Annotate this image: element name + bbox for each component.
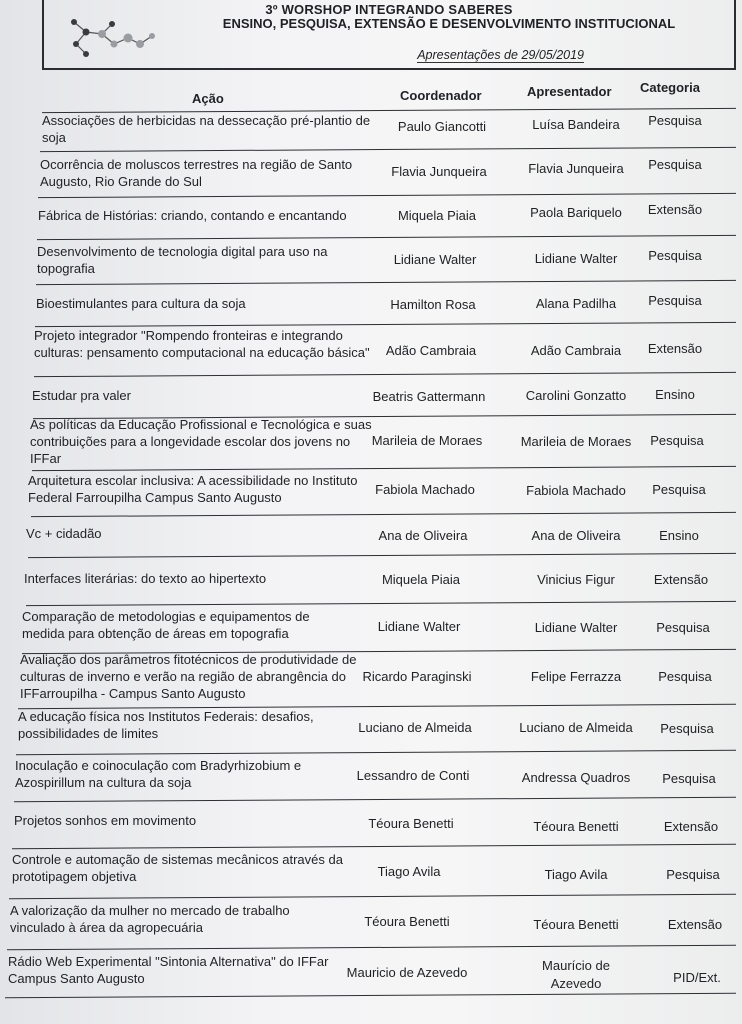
row-acao: Estudar pra valer: [32, 388, 131, 403]
row-acao: Controle e automação de sistemas mecânicos através da prototipagem objetiva: [12, 852, 343, 884]
row-coordenador: Lessandro de Conti: [356, 768, 470, 783]
row-categoria: Pesquisa: [650, 433, 704, 448]
row-coordenador: Ricardo Paraginski: [362, 669, 472, 684]
row-divider: [16, 750, 736, 755]
row-acao: Inoculação e coinoculação com Bradyrhizobium e Azospirillum na cultura da soja: [15, 758, 302, 790]
presentation-date: Apresentações de 29/05/2019: [417, 48, 584, 62]
row-categoria: Pesquisa: [648, 293, 702, 308]
row-apresentador: Andressa Quadros: [521, 770, 631, 785]
row-categoria: Extensão: [647, 341, 703, 356]
row-apresentador: Felipe Ferrazza: [530, 669, 622, 684]
row-divider: [26, 601, 736, 606]
row-divider: [38, 193, 736, 198]
row-categoria: Pesquisa: [648, 248, 702, 263]
row-apresentador: Carolini Gonzatto: [525, 388, 627, 403]
row-apresentador: Maurício de Azevedo: [542, 958, 610, 991]
row-acao: Comparação de metodologias e equipamentos de medida para obtenção de áreas em topografia: [22, 609, 310, 641]
row-acao: Arquitetura escolar inclusiva: A acessibilidade no Instituto Federal Farroupilha Campus Santo Augusto: [28, 473, 358, 505]
row-divider: [7, 945, 736, 950]
row-coordenador: Paulo Giancotti: [397, 119, 487, 134]
row-categoria: Extensão: [647, 202, 703, 217]
row-divider: [12, 844, 736, 849]
row-categoria: Pesquisa: [648, 113, 702, 128]
row-categoria: Pesquisa: [652, 482, 706, 497]
row-coordenador: Marileia de Moraes: [371, 433, 483, 448]
row-acao: Vc + cidadão: [26, 526, 102, 541]
row-apresentador: Flavia Junqueira: [528, 161, 624, 176]
row-divider: [31, 512, 736, 517]
row-coordenador: Beatris Gattermann: [372, 389, 486, 404]
row-apresentador: Téoura Benetti: [533, 917, 619, 932]
row-apresentador: Tiago Avila: [544, 867, 608, 882]
row-acao: Rádio Web Experimental "Sintonia Alternativa" do IFFar Campus Santo Augusto: [8, 954, 329, 986]
row-categoria: Ensino: [655, 387, 695, 402]
row-acao: Fábrica de Histórias: criando, contando e encantando: [38, 208, 347, 223]
row-coordenador: Ana de Oliveira: [378, 528, 468, 543]
row-coordenador: Téoura Benetti: [368, 816, 454, 831]
row-apresentador: Paola Bariquelo: [530, 205, 622, 220]
header-box: [42, 0, 736, 70]
event-subtitle: ENSINO, PESQUISA, EXTENSÃO E DESENVOLVIMENTO INSTITUCIONAL: [222, 16, 676, 31]
row-coordenador: Mauricio de Azevedo: [346, 965, 468, 980]
row-categoria: Extensão: [663, 819, 719, 834]
row-acao: Associações de herbicidas na dessecação pré-plantio de soja: [42, 113, 371, 145]
row-acao: A valorização da mulher no mercado de trabalho vinculado à área da agropecuária: [10, 903, 290, 935]
row-coordenador: Adão Cambraia: [385, 343, 477, 358]
row-acao: Ocorrência de moluscos terrestres na região de Santo Augusto, Rio Grande do Sul: [40, 157, 353, 189]
row-categoria: Ensino: [659, 528, 699, 543]
row-divider: [36, 280, 736, 285]
row-divider: [37, 235, 736, 240]
row-coordenador: Tiago Avila: [377, 864, 441, 879]
row-coordenador: Lidiane Walter: [393, 252, 477, 267]
row-coordenador: Téoura Benetti: [364, 914, 450, 929]
row-apresentador: Alana Padilha: [535, 296, 617, 311]
row-acao: Avaliação dos parâmetros fitotécnicos de produtividade de culturas de inverno e verão na região de abrangência do IFFarroupilha - Campus Santo Augusto: [20, 652, 357, 701]
row-apresentador: Lidiane Walter: [534, 620, 618, 635]
row-divider: [14, 797, 736, 802]
row-categoria: Pesquisa: [658, 669, 712, 684]
row-acao: Projeto integrador "Rompendo fronteiras e integrando culturas: pensamento computacional na educação básica": [34, 328, 370, 360]
row-acao: Bioestimulantes para cultura da soja: [36, 296, 246, 311]
row-apresentador: Vinicius Figur: [537, 572, 615, 587]
row-coordenador: Hamilton Rosa: [390, 297, 476, 312]
column-header-categoria: Categoria: [640, 80, 700, 95]
row-acao: Interfaces literárias: do texto ao hipertexto: [24, 571, 267, 586]
row-coordenador: Flavia Junqueira: [391, 164, 487, 179]
row-apresentador: Marileia de Moraes: [520, 434, 632, 449]
column-header-acao: Ação: [192, 91, 224, 106]
row-coordenador: Miquela Piaia: [381, 572, 461, 587]
row-acao: Projetos sonhos em movimento: [14, 813, 197, 828]
row-apresentador: Luciano de Almeida: [519, 720, 633, 735]
event-title: 3º WORSHOP INTEGRANDO SABERES: [265, 2, 513, 17]
row-categoria: Pesquisa: [660, 721, 714, 736]
row-coordenador: Lidiane Walter: [377, 619, 461, 634]
row-acao: As políticas da Educação Profissional e Tecnológica e suas contribuições para a longevidade escolar dos jovens no IFFar: [30, 417, 372, 466]
row-apresentador: Fabiola Machado: [526, 483, 626, 498]
row-categoria: Pesquisa: [656, 620, 710, 635]
row-divider: [5, 993, 736, 998]
row-categoria: Pesquisa: [666, 867, 720, 882]
row-categoria: Extensão: [653, 572, 709, 587]
column-header-coordenador: Coordenador: [400, 88, 482, 103]
row-apresentador: Téoura Benetti: [533, 819, 619, 834]
row-divider: [40, 147, 736, 152]
column-header-apresentador: Apresentador: [527, 84, 612, 99]
row-categoria: Pesquisa: [662, 771, 716, 786]
row-apresentador: Luísa Bandeira: [532, 117, 620, 132]
row-divider: [28, 553, 736, 558]
row-coordenador: Fabiola Machado: [375, 482, 475, 497]
row-categoria: Pesquisa: [648, 157, 702, 172]
row-coordenador: Luciano de Almeida: [358, 720, 472, 735]
row-categoria: Extensão: [667, 917, 723, 932]
row-acao: A educação física nos Institutos Federais: desafios, possibilidades de limites: [18, 709, 314, 741]
row-categoria: PID/Ext.: [673, 970, 721, 985]
row-divider: [9, 894, 736, 899]
row-apresentador: Adão Cambraia: [530, 343, 622, 358]
row-acao: Desenvolvimento de tecnologia digital para uso na topografia: [37, 244, 328, 276]
row-divider: [34, 372, 736, 377]
row-apresentador: Lidiane Walter: [534, 251, 618, 266]
row-apresentador: Ana de Oliveira: [531, 528, 621, 543]
row-coordenador: Miquela Piaia: [397, 208, 477, 223]
